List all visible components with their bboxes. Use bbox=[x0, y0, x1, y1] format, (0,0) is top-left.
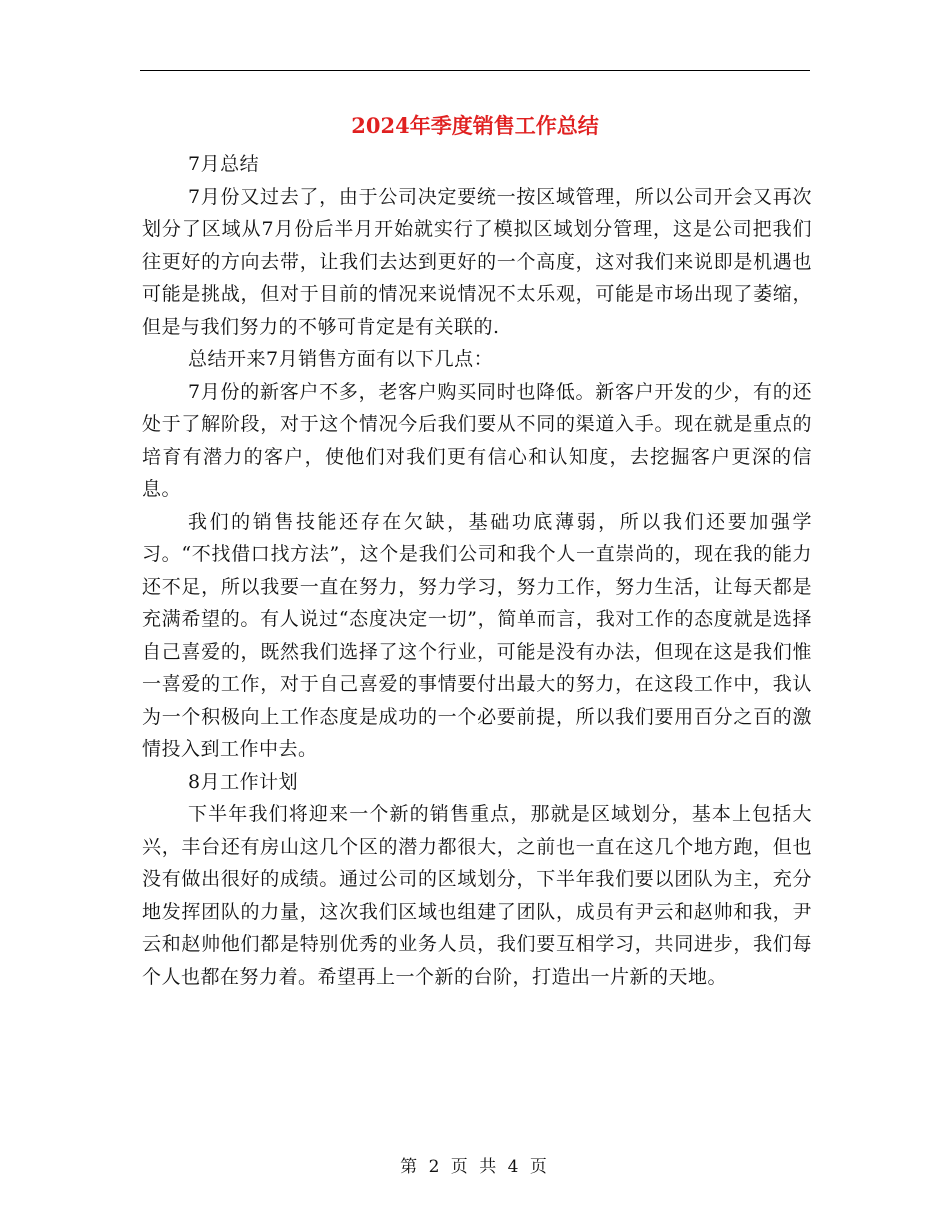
section-heading-august-plan: 8月工作计划 bbox=[188, 770, 299, 793]
paragraph: 我们的销售技能还存在欠缺，基础功底薄弱，所以我们还要加强学习。“不找借口找方法”，这个是我们公司和我个人一直崇尚的，现在我的能力还不足，所以我要一直在努力，努力学习，努力工作，努力生活，让每天都是充满希望的。有人说过“态度决定一切”，简单而言，我对工作的态度就是选择自己喜爱的，既然我们选择了这个行业，可能是没有办法，但现在这是我们惟一喜爱的工作，对于自己喜爱的事情要付出最大的努力，在这段工作中，我认为一个积极向上工作态度是成功的一个必要前提，所以我们要用百分之百的激情投入到工作中去。 bbox=[142, 510, 812, 760]
page-number: 第 2 页 共 4 页 bbox=[400, 1157, 550, 1177]
document-title: 2024年季度销售工作总结 bbox=[351, 113, 599, 138]
document-body bbox=[142, 148, 812, 993]
header-rule bbox=[140, 70, 810, 71]
section-heading-july: 7月总结 bbox=[188, 153, 260, 175]
paragraph: 7月份的新客户不多，老客户购买同时也降低。新客户开发的少，有的还处于了解阶段，对于这个情况今后我们要从不同的渠道入手。现在就是重点的培育有潜力的客户，使他们对我们更有信心和认知度，去挖掘客户更深的信息。 bbox=[142, 380, 812, 500]
paragraph: 7月份又过去了，由于公司决定要统一按区域管理，所以公司开会又再次划分了区域从7月份后半月开始就实行了模拟区域划分管理，这是公司把我们往更好的方向去带，让我们去达到更好的一个高度，这对我们来说即是机遇也可能是挑战，但对于目前的情况来说情况不太乐观，可能是市场出现了萎缩，但是与我们努力的不够可肯定是有关联的. bbox=[142, 185, 812, 338]
paragraph: 总结开来7月销售方面有以下几点： bbox=[188, 348, 494, 370]
paragraph: 下半年我们将迎来一个新的销售重点，那就是区域划分，基本上包括大兴，丰台还有房山这几个区的潜力都很大，之前也一直在这几个地方跑，但也没有做出很好的成绩。通过公司的区域划分，下半年我们要以团队为主，充分地发挥团队的力量，这次我们区域也组建了团队，成员有尹云和赵帅和我，尹云和赵帅他们都是特别优秀的业务人员，我们要互相学习，共同进步，我们每个人也都在努力着。希望再上一个新的台阶，打造出一片新的天地。 bbox=[142, 803, 812, 988]
